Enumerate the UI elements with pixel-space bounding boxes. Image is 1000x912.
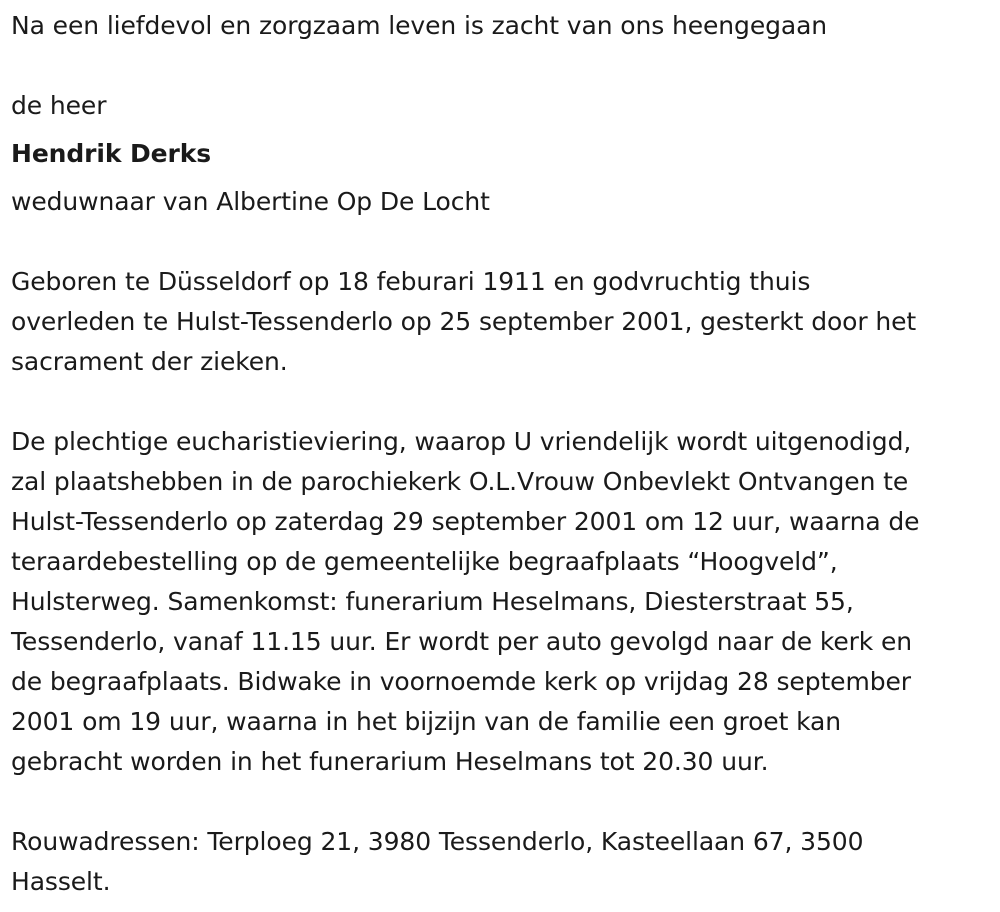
paragraph-line: Geboren te Düsseldorf op 18 feburari 1911 en godvruchtig thuis xyxy=(11,267,811,296)
paragraph-line: sacrament der zieken. xyxy=(11,347,288,376)
paragraph-line: zal plaatshebben in de parochiekerk O.L.Vrouw Onbevlekt Ontvangen te xyxy=(11,467,909,496)
spouse-line: weduwnaar van Albertine Op De Locht xyxy=(11,187,490,216)
birth-paragraph xyxy=(11,262,916,382)
paragraph-line: Rouwadressen: Terploeg 21, 3980 Tessenderlo, Kasteellaan 67, 3500 xyxy=(11,827,864,856)
paragraph-line: gebracht worden in het funerarium Heselmans tot 20.30 uur. xyxy=(11,747,769,776)
paragraph-line: de begraafplaats. Bidwake in voornoemde kerk op vrijdag 28 september xyxy=(11,667,911,696)
honorific-title: de heer xyxy=(11,91,107,120)
paragraph-line: De plechtige eucharistieviering, waarop U vriendelijk wordt uitgenodigd, xyxy=(11,427,912,456)
paragraph-line: teraardebestelling op de gemeentelijke begraafplaats “Hoogveld”, xyxy=(11,547,838,576)
paragraph-line: Hulst-Tessenderlo op zaterdag 29 september 2001 om 12 uur, waarna de xyxy=(11,507,920,536)
address-paragraph xyxy=(11,822,863,902)
paragraph-line: 2001 om 19 uur, waarna in het bijzijn van de familie een groet kan xyxy=(11,707,842,736)
paragraph-line: Hasselt. xyxy=(11,867,111,896)
paragraph-line: Hulsterweg. Samenkomst: funerarium Heselmans, Diesterstraat 55, xyxy=(11,587,854,616)
ceremony-paragraph xyxy=(11,422,919,782)
paragraph-line: Tessenderlo, vanaf 11.15 uur. Er wordt per auto gevolgd naar de kerk en xyxy=(11,627,913,656)
deceased-name: Hendrik Derks xyxy=(11,139,212,168)
intro-line: Na een liefdevol en zorgzaam leven is zacht van ons heengegaan xyxy=(11,11,828,40)
paragraph-line: overleden te Hulst-Tessenderlo op 25 september 2001, gesterkt door het xyxy=(11,307,917,336)
